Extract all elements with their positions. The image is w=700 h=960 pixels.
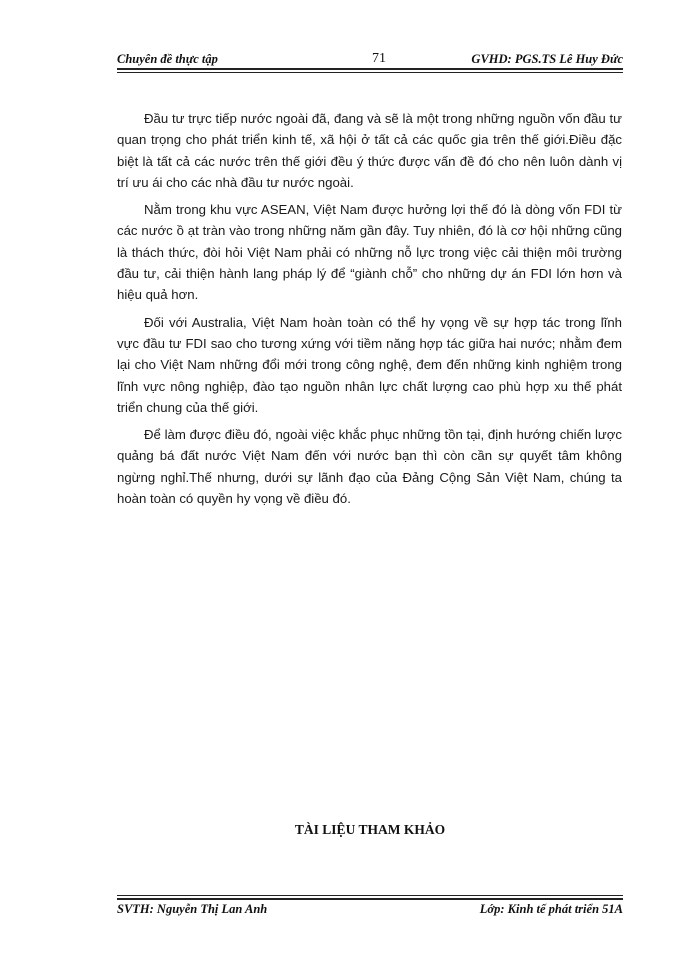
footer-class: Lớp: Kinh tế phát triển 51A — [479, 902, 623, 916]
footer-rule-thin — [117, 895, 623, 896]
footer-rule — [117, 898, 623, 900]
page-header — [117, 50, 623, 70]
paragraph-4: Để làm được điều đó, ngoài việc khắc phục những tồn tại, định hướng chiến lược quảng bá đất nước Việt Nam đến với nước bạn thì còn cần sự quyết tâm không ngừng nghỉ.Thế nhưng, dưới sự lãnh đạo của Đảng Cộng Sản Việt Nam, chúng ta hoàn toàn có quyền hy vọng về điều đó. — [117, 427, 622, 507]
header-rule-thin — [117, 72, 623, 73]
paragraph-3: Đối với Australia, Việt Nam hoàn toàn có thể hy vọng về sự hợp tác trong lĩnh vực đầu tư FDI sao cho tương xứng với tiềm năng hợp tác giữa hai nước; nhằm đem lại cho Việt Nam những đổi mới trong công nghệ, đem đến những kinh nghiệm trong lĩnh vực nông nghiệp, đào tạo nguồn nhân lực chất lượng cao phù hợp xu thế phát triển chung của thế giới. — [117, 314, 622, 415]
paragraph-2: Nằm trong khu vực ASEAN, Việt Nam được hưởng lợi thế đó là dòng vốn FDI từ các nước ồ ạt tràn vào trong những năm gần đây. Tuy nhiên, đó là cơ hội những cũng là thách thức, đòi hỏi Việt Nam phải có những nỗ lực trong việc cải thiện môi trường đầu tư, cải thiện hành lang pháp lý để “giành chỗ” cho những dự án FDI lớn hơn và hiệu quả hơn. — [117, 202, 622, 303]
paragraph-1: Đầu tư trực tiếp nước ngoài đã, đang và sẽ là một trong những nguồn vốn đầu tư quan trọng cho phát triển kinh tế, xã hội ở tất cả các quốc gia trên thế giới.Điều đặc biệt là tất cả các nước trên thế giới đều ý thức được vấn đề đó cho nên luôn dành vị trí ưu ái cho các nhà đầu tư nước ngoài. — [117, 111, 622, 190]
footer-student: SVTH: Nguyễn Thị Lan Anh — [117, 902, 268, 916]
header-subject: Chuyên đề thực tập — [117, 52, 218, 66]
page-footer — [117, 902, 623, 922]
conclusion-text — [117, 108, 622, 515]
page-number: 71 — [372, 51, 386, 66]
header-supervisor: GVHD: PGS.TS Lê Huy Đức — [471, 52, 623, 66]
header-rule — [117, 68, 623, 70]
references-heading: TÀI LIỆU THAM KHẢO — [294, 822, 446, 837]
